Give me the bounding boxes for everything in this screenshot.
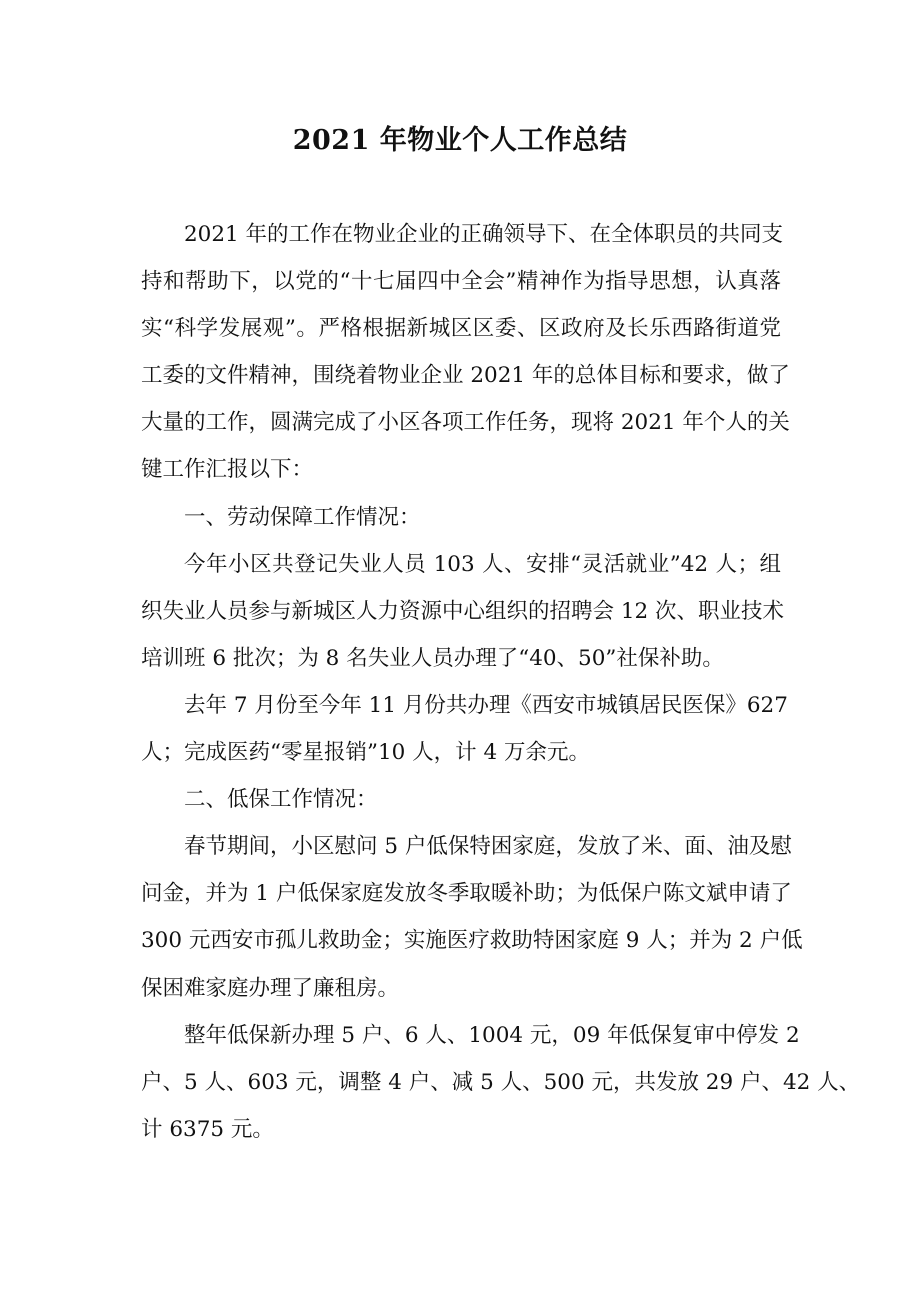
document-title: 2021 年物业个人工作总结 — [292, 125, 628, 156]
paragraph — [141, 782, 781, 829]
paragraph — [141, 217, 790, 500]
paragraph-line: 保困难家庭办理了廉租房。 — [141, 975, 400, 1001]
paragraph — [141, 829, 803, 1017]
paragraph-line: 一、劳动保障工作情况： — [184, 504, 421, 530]
paragraph-line: 整年低保新办理 5 户、6 人、1004 元，09 年低保复审中停发 2 — [184, 1022, 800, 1048]
paragraph — [141, 688, 788, 782]
paragraph-line: 今年小区共登记失业人员 103 人、安排“灵活就业”42 人；组 — [184, 551, 781, 577]
paragraph-line: 织失业人员参与新城区人力资源中心组织的招聘会 12 次、职业技术 — [141, 598, 785, 624]
paragraph-line: 人；完成医药“零星报销”10 人，计 4 万余元。 — [141, 740, 591, 766]
document-body — [141, 217, 861, 1159]
paragraph-line: 问金，并为 1 户低保家庭发放冬季取暖补助；为低保户陈文斌申请了 — [141, 881, 792, 907]
paragraph-line: 二、低保工作情况： — [184, 787, 378, 813]
paragraph-line: 大量的工作，圆满完成了小区各项工作任务，现将 2021 年个人的关 — [141, 410, 790, 436]
paragraph-line: 计 6375 元。 — [141, 1116, 274, 1142]
paragraph-line: 工委的文件精神，围绕着物业企业 2021 年的总体目标和要求，做了 — [141, 363, 790, 389]
paragraph — [141, 500, 781, 547]
paragraph-line: 300 元西安市孤儿救助金；实施医疗救助特困家庭 9 人；并为 2 户低 — [141, 928, 803, 954]
paragraph-line: 培训班 6 批次；为 8 名失业人员办理了“40、50”社保补助。 — [141, 645, 724, 671]
paragraph-line: 键工作汇报以下： — [141, 457, 314, 483]
paragraph-line: 实“科学发展观”。严格根据新城区区委、区政府及长乐西路街道党 — [141, 316, 781, 342]
paragraph-line: 春节期间，小区慰问 5 户低保特困家庭，发放了米、面、油及慰 — [184, 834, 792, 860]
paragraph-line: 户、5 人、603 元，调整 4 户、减 5 人、500 元，共发放 29 户、42 人、 — [141, 1069, 861, 1095]
paragraph — [141, 1018, 861, 1159]
paragraph-line: 去年 7 月份至今年 11 月份共办理《西安市城镇居民医保》627 — [184, 692, 788, 718]
paragraph — [141, 547, 785, 688]
paragraph-line: 2021 年的工作在物业企业的正确领导下、在全体职员的共同支 — [184, 222, 784, 247]
paragraph-line: 持和帮助下，以党的“十七届四中全会”精神作为指导思想，认真落 — [141, 269, 781, 295]
